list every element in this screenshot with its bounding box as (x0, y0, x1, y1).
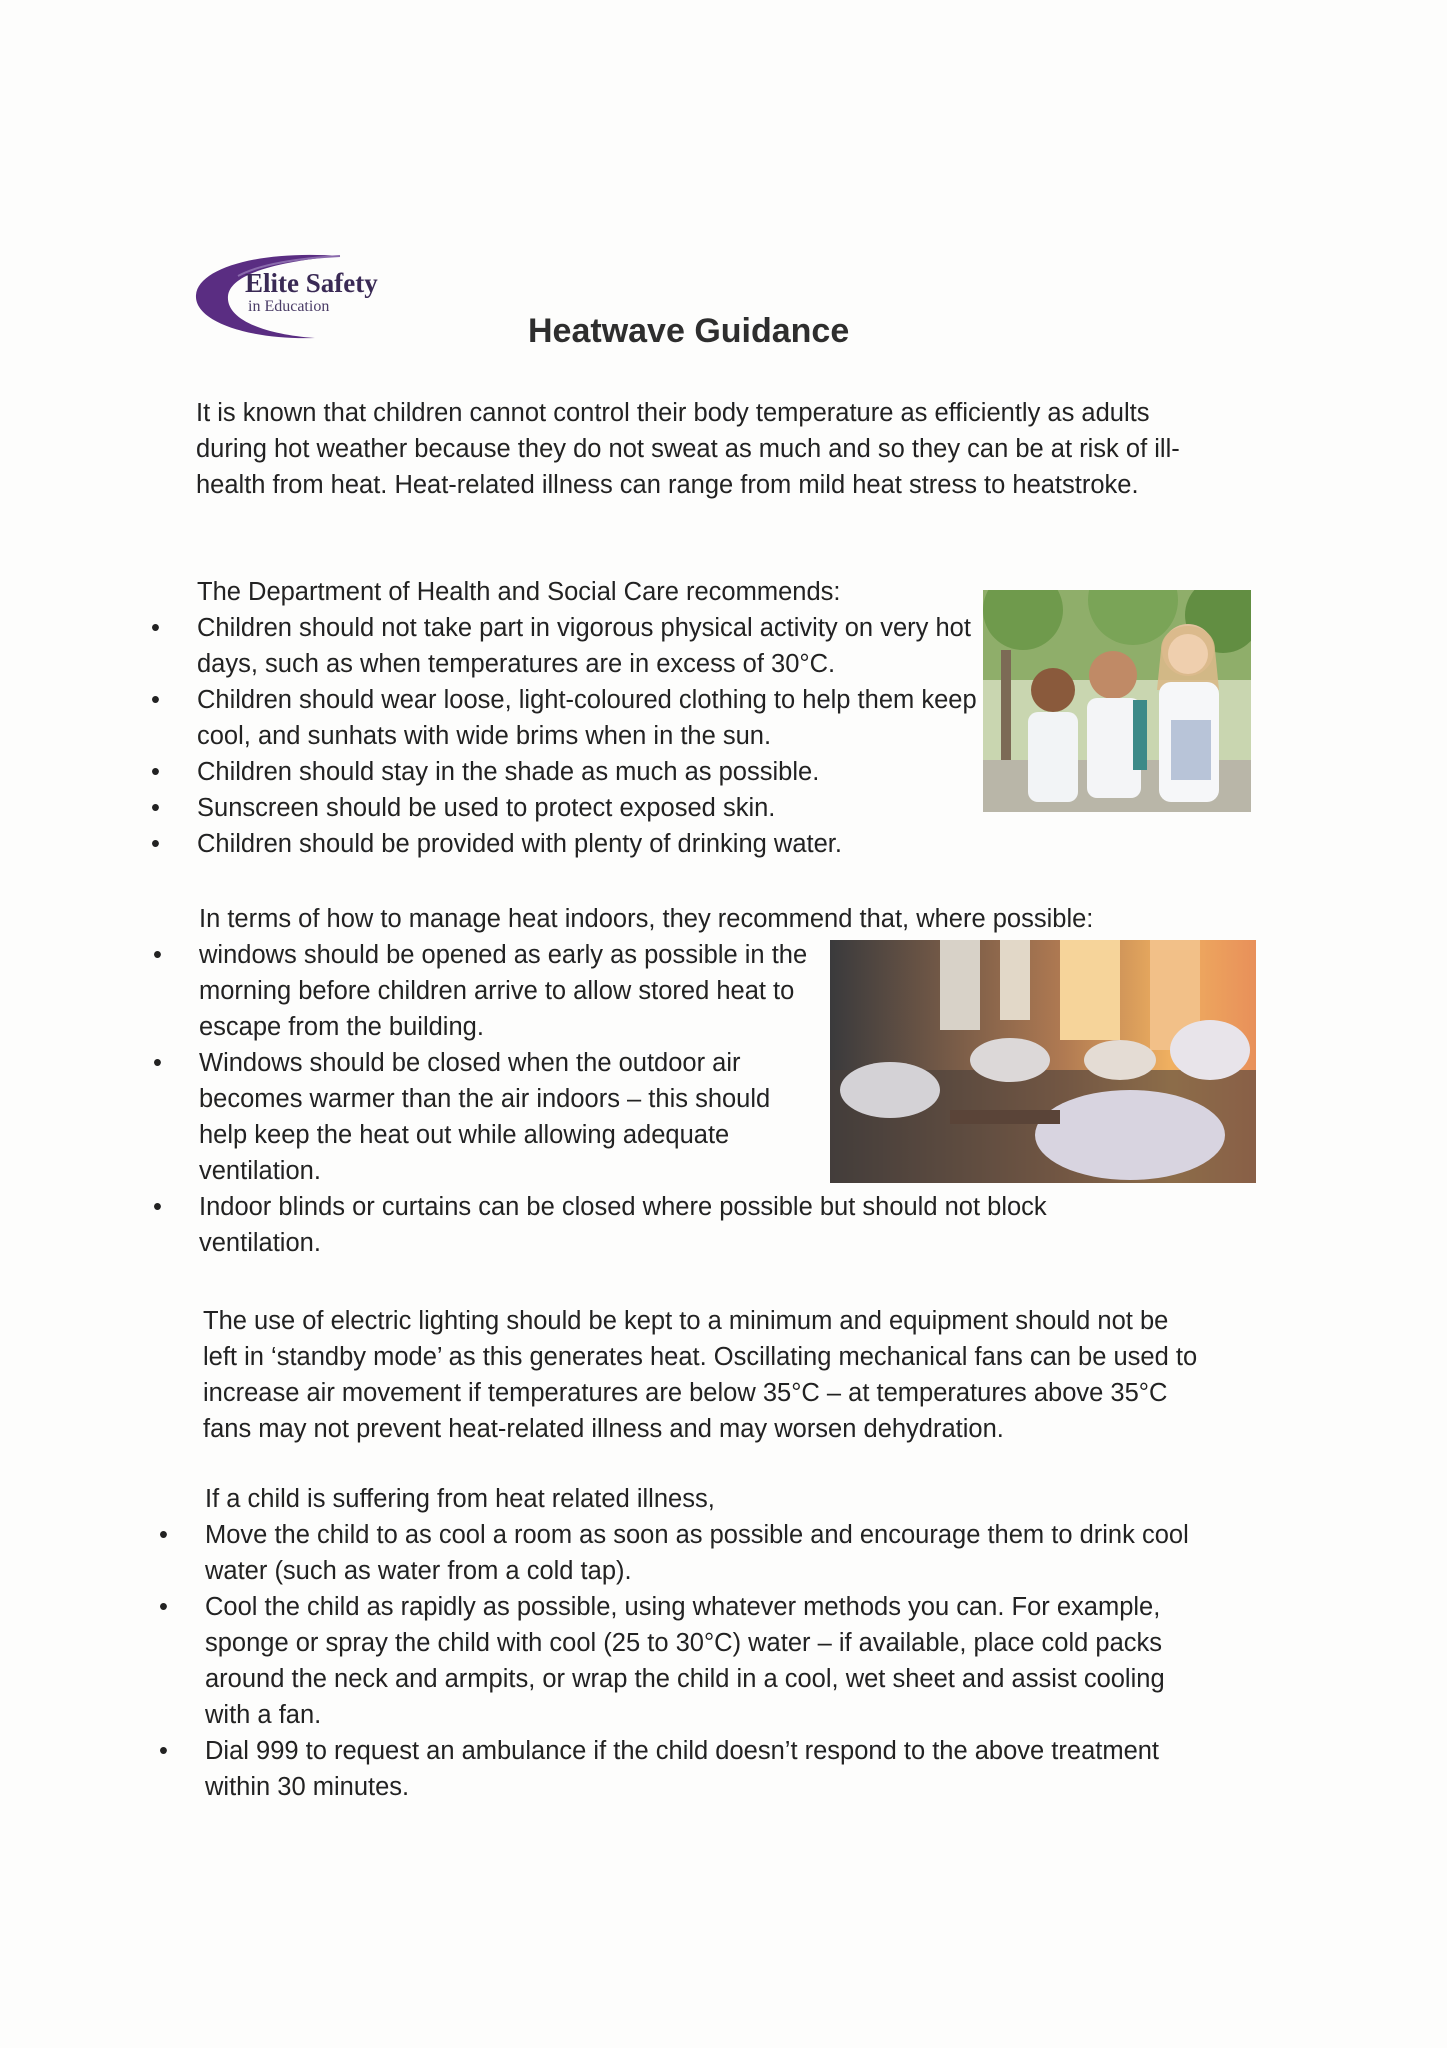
list-item: • Children should be provided with plenty of drinking water. (197, 826, 977, 862)
intro-section (196, 395, 1206, 503)
dhsc-list (197, 610, 977, 862)
classroom-photo (830, 940, 1256, 1183)
list-item: • windows should be opened as early as possible in the morning before children arrive to allow stored heat to escape from the building. (199, 937, 809, 1045)
illness-section (205, 1481, 1205, 1805)
indoors-lead: In terms of how to manage heat indoors, they recommend that, where possible: (199, 905, 1094, 933)
logo-name: Elite Safety (245, 268, 378, 298)
list-item: • Cool the child as rapidly as possible, using whatever methods you can. For example, sponge or spray the child with cool (25 to 30°C) water – if available, place cold packs around the neck and armpits, or wrap the child in a cool, wet sheet and assist cooling with a fan. (205, 1589, 1205, 1733)
lighting-section (203, 1303, 1203, 1447)
illness-list (205, 1517, 1205, 1805)
lighting-paragraph: The use of electric lighting should be kept to a minimum and equipment should not be left in ‘standby mode’ as this generates heat. Oscillating mechanical fans can be used to increase air movement if temperatures are below 35°C – at temperatures above 35°C fans may not prevent heat-related illness and may worsen dehydration. (203, 1307, 1198, 1443)
list-item: • Children should not take part in vigorous physical activity on very hot days, such as when temperatures are in excess of 30°C. (197, 610, 977, 682)
illness-lead: If a child is suffering from heat related illness, (205, 1485, 715, 1513)
page-title: Heatwave Guidance (528, 312, 850, 350)
children-photo (983, 590, 1251, 812)
list-item: • Move the child to as cool a room as soon as possible and encourage them to drink cool water (such as water from a cold tap). (205, 1517, 1205, 1589)
list-item: • Children should stay in the shade as much as possible. (197, 754, 977, 790)
list-item: • Sunscreen should be used to protect exposed skin. (197, 790, 977, 826)
logo (190, 248, 430, 348)
dhsc-section (197, 574, 977, 862)
logo-tagline: in Education (248, 298, 330, 315)
list-item: • Indoor blinds or curtains can be closed where possible but should not block ventilation. (199, 1189, 1099, 1261)
list-item: • Children should wear loose, light-coloured clothing to help them keep cool, and sunhats with wide brims when in the sun. (197, 682, 977, 754)
intro-paragraph: It is known that children cannot control their body temperature as efficiently as adults during hot weather because they do not sweat as much and so they can be at risk of ill-health from heat. Heat-related illness can range from mild heat stress to heatstroke. (196, 399, 1180, 499)
list-item: • Windows should be closed when the outdoor air becomes warmer than the air indoors – this should help keep the heat out while allowing adequate ventilation. (199, 1045, 809, 1189)
dhsc-lead: The Department of Health and Social Care recommends: (197, 578, 841, 606)
list-item: • Dial 999 to request an ambulance if the child doesn’t respond to the above treatment within 30 minutes. (205, 1733, 1205, 1805)
